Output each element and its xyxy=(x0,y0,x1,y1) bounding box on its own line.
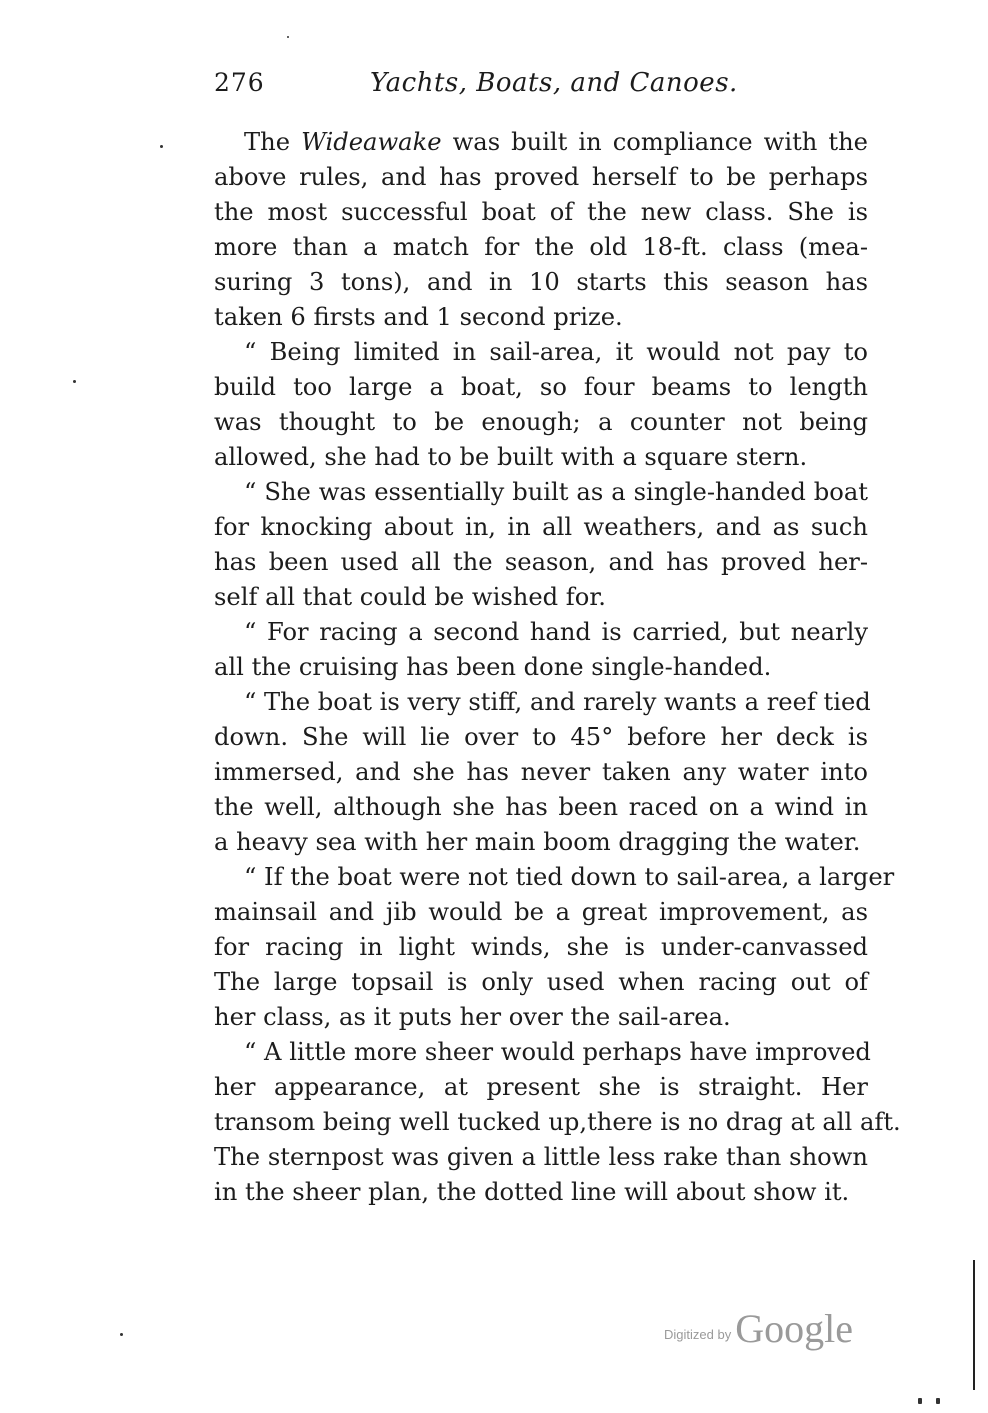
scan-edge-line xyxy=(973,1260,975,1390)
text-line: has been used all the season, and has proved her- xyxy=(214,548,868,576)
text-line: suring 3 tons), and in 10 starts this season has xyxy=(214,268,868,296)
scan-speck xyxy=(936,1398,940,1404)
text-line: down. She will lie over to 45° before her deck is xyxy=(214,723,868,751)
paragraph xyxy=(214,475,868,615)
text-line: allowed, she had to be built with a square stern. xyxy=(214,443,808,471)
paragraph xyxy=(214,860,895,1035)
text-line: taken 6 firsts and 1 second prize. xyxy=(214,303,623,331)
paragraph xyxy=(214,335,868,475)
google-logo: Google xyxy=(735,1306,853,1351)
text-line: more than a match for the old 18-ft. class (mea- xyxy=(214,233,868,261)
boat-name: Wideawake xyxy=(301,128,442,156)
text-line: “ Being limited in sail-area, it would not pay to xyxy=(244,338,868,366)
text-line: her class, as it puts her over the sail-area. xyxy=(214,1003,731,1031)
text-line: “ She was essentially built as a single-handed boat xyxy=(244,478,868,506)
body-text xyxy=(214,125,901,1210)
text-line xyxy=(214,125,868,160)
text-line: for racing in light winds, she is under-canvassed xyxy=(214,933,868,961)
text-line: “ A little more sheer would perhaps have improved xyxy=(244,1038,871,1066)
scan-speck xyxy=(160,145,163,148)
text-line: immersed, and she has never taken any water into xyxy=(214,758,868,786)
text-line: a heavy sea with her main boom dragging the water. xyxy=(214,828,861,856)
running-title: Yachts, Boats, and Canoes. xyxy=(370,68,738,98)
text-line: was thought to be enough; a counter not being xyxy=(214,408,868,436)
text-line: all the cruising has been done single-handed. xyxy=(214,653,772,681)
scan-speck xyxy=(73,380,76,383)
text-line: mainsail and jib would be a great improvement, as xyxy=(214,898,868,926)
digitized-by-google-watermark xyxy=(664,1302,853,1352)
paragraph xyxy=(214,1035,901,1210)
scan-speck xyxy=(120,1333,123,1336)
text-line: for knocking about in, in all weathers, and as such xyxy=(214,513,868,541)
paragraph xyxy=(214,615,868,685)
text-line: “ For racing a second hand is carried, but nearly xyxy=(244,618,868,646)
text-fragment: was built in compliance with the xyxy=(441,128,868,156)
text-line: above rules, and has proved herself to be perhaps xyxy=(214,163,868,191)
paragraph xyxy=(214,125,868,335)
text-line: transom being well tucked up,there is no drag at all aft. xyxy=(214,1108,901,1136)
watermark-prefix: Digitized by xyxy=(664,1327,732,1342)
text-line: in the sheer plan, the dotted line will about show it. xyxy=(214,1178,850,1206)
scan-speck xyxy=(287,36,289,38)
scan-speck xyxy=(918,1398,922,1404)
page-number: 276 xyxy=(214,68,265,97)
text-fragment: The xyxy=(244,128,302,156)
text-line: the most successful boat of the new class. She is xyxy=(214,198,868,226)
text-line: “ If the boat were not tied down to sail-area, a larger xyxy=(244,863,895,891)
paragraph xyxy=(214,685,871,860)
text-line: “ The boat is very stiff, and rarely wants a reef tied xyxy=(244,688,871,716)
page-header xyxy=(214,68,868,108)
text-line: self all that could be wished for. xyxy=(214,583,606,611)
text-line: her appearance, at present she is straight. Her xyxy=(214,1073,868,1101)
text-line: The sternpost was given a little less rake than shown xyxy=(214,1143,868,1171)
text-line: the well, although she has been raced on a wind in xyxy=(214,793,868,821)
text-line: The large topsail is only used when racing out of xyxy=(214,968,868,996)
text-line: build too large a boat, so four beams to length xyxy=(214,373,868,401)
